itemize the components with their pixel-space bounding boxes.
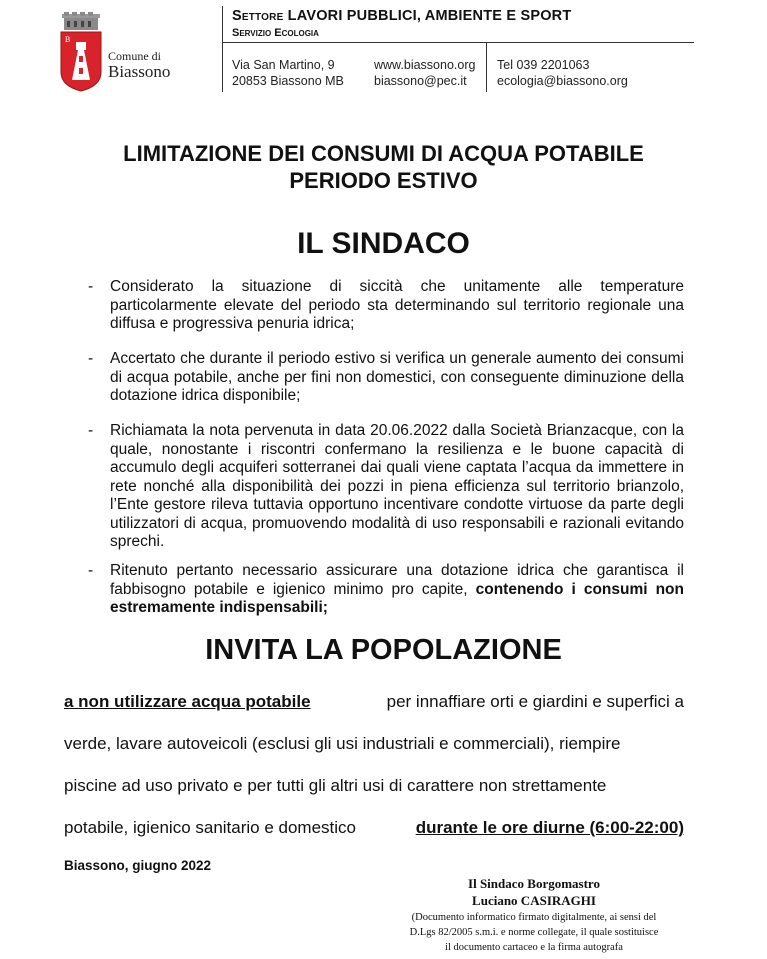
decree-line-1 (64, 692, 684, 712)
address-block (232, 57, 344, 89)
bullet-paragraph-2: Accertato che durante il periodo estivo si verifica un generale aumento dei consumi di acqua potabile, anche per fini non domestici, con conseguente diminuzione della dotazione idrica disponibile; (110, 350, 684, 404)
header-divider-vertical (222, 6, 223, 92)
decree-emphasis: a non utilizzare acqua potabile (64, 692, 311, 711)
comune-di-label: Comune di (108, 49, 161, 63)
signer-name: Luciano CASIRAGHI (472, 893, 596, 908)
bullet-4-bold: contenendo i consumi non estremamente indispensabili; (110, 580, 684, 616)
bullet-mark: - (88, 278, 94, 295)
comune-city-label: Biassono (108, 62, 171, 81)
sindaco-heading: IL SINDACO (297, 227, 470, 260)
decree-line-4 (64, 818, 684, 838)
note-line-1: (Documento informatico firmato digitalmente, ai sensi del (411, 912, 657, 923)
bullet-paragraph-3: Richiamata la nota pervenuta in data 20.06.2022 dalla Società Brianzacque, con la quale, nonostante i riscontri confermano la resilienza e le buone capacità di accumulo degli acquiferi sotterranei dai quali viene captata l’acqua da immettere in rete nonché alla disponibilità dei pozzi in piena efficienza sul territorio brianzolo, l’Ente gestore rileva tuttavia opportuno incentivare condotte virtuose da parte degli utilizzatori di acqua, promuovendo modalità di uso responsabili e razionali evitando sprechi. (110, 422, 684, 550)
header-divider-contacts (486, 42, 487, 92)
address-city: 20853 Biassono MB (232, 74, 344, 88)
website-link[interactable]: www.biassono.org (374, 58, 476, 72)
bullet-mark: - (88, 422, 94, 439)
bullet-paragraph-1: Considerato la situazione di siccità che unitamente alle temperature particolarmente elevate del periodo sta determinando sul territorio regionale una diffusa e progressiva penuria idrica; (110, 278, 684, 332)
svg-text:B: B (65, 35, 71, 44)
phone-number: Tel 039 2201063 (497, 58, 590, 72)
title-line-1: LIMITAZIONE DEI CONSUMI DI ACQUA POTABILE (123, 141, 644, 166)
contact-block (497, 57, 628, 89)
place-date: Biassono, giugno 2022 (64, 858, 212, 873)
note-line-2: D.Lgs 82/2005 s.m.i. e norme collegate, il quale sostituisce (409, 927, 659, 938)
servizio-heading: Servizio Ecologia (232, 27, 319, 39)
decree-line-1-rest: per innaffiare orti e giardini e superfici a (386, 692, 684, 711)
decree-line-4-start: potabile, igienico sanitario e domestico (64, 818, 357, 837)
ecologia-email-link[interactable]: ecologia@biassono.org (497, 74, 628, 88)
comune-name (108, 50, 170, 80)
bullet-mark: - (88, 562, 94, 579)
header-divider-horizontal (222, 42, 694, 43)
signer-role: Il Sindaco Borgomastro (468, 876, 600, 891)
decree-line-3: piscine ad uso privato e per tutti gli altri usi di carattere non strettamente (64, 776, 607, 795)
digital-signature-note (384, 910, 684, 955)
decree-line-2: verde, lavare autoveicoli (esclusi gli usi industriali e commerciali), riempire (64, 734, 621, 753)
address-street: Via San Martino, 9 (232, 58, 335, 72)
invita-heading: INVITA LA POPOLAZIONE (205, 634, 562, 666)
note-line-3: il documento cartaceo e la firma autografa (445, 942, 623, 953)
bullet-paragraph-4 (110, 562, 684, 618)
web-block (374, 57, 475, 89)
settore-heading: Settore LAVORI PUBBLICI, AMBIENTE E SPORT (232, 8, 572, 24)
comune-crest-logo (52, 12, 110, 92)
document-title (0, 140, 767, 194)
bullet-mark: - (88, 350, 94, 367)
pec-email-link[interactable]: biassono@pec.it (374, 74, 467, 88)
bullet-4-text: Ritenuto pertanto necessario assicurare una dotazione idrica che garantisca il fabbisogno potabile e igienico minimo pro capite, (110, 562, 684, 598)
title-line-2: PERIODO ESTIVO (289, 168, 478, 193)
decree-time-window: durante le ore diurne (6:00-22:00) (415, 818, 684, 837)
